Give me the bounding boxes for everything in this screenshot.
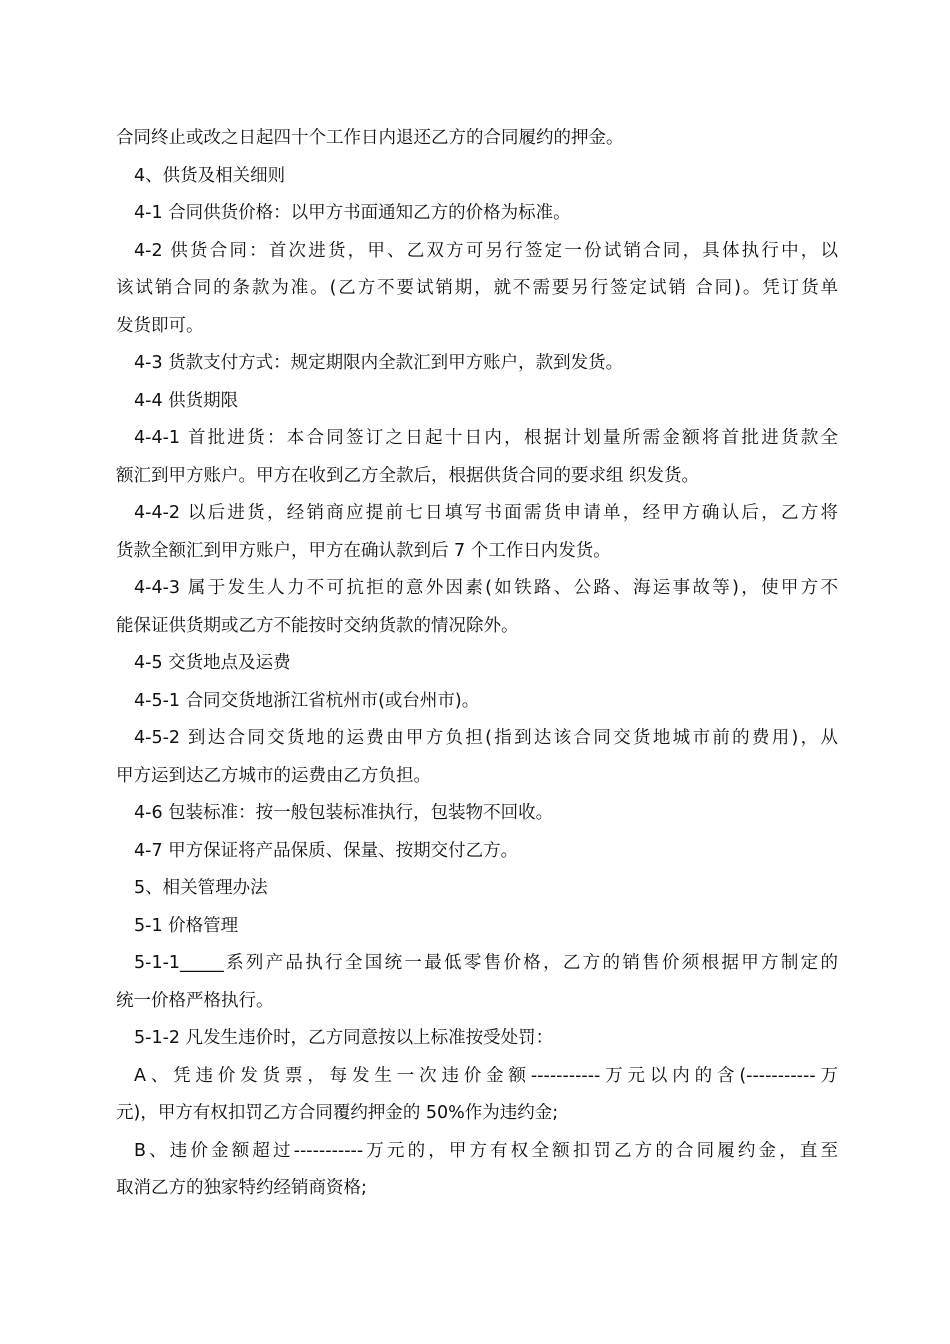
clause-4-1 (116, 195, 838, 233)
text-line: 5-1-1_____系列产品执行全国统一最低零售价格，乙方的销售价须根据甲方制定的 (134, 953, 838, 973)
text-line: 5-1-2 凡发生违价时，乙方同意按以上标准按受处罚： (134, 1028, 554, 1048)
text-line: 4-5-2 到达合同交货地的运费由甲方负担(指到达该合同交货地城市前的费用)，从 (134, 728, 838, 748)
clause-4-2 (116, 233, 838, 346)
text-line: 4-4-3 属于发生人力不可抗拒的意外因素(如铁路、公路、海运事故等)，使甲方不 (134, 578, 838, 598)
clause-4-5 (116, 645, 838, 683)
text-line: 能保证供货期或乙方不能按时交纳货款的情况除外。 (116, 615, 519, 636)
clause-4-4-1 (116, 420, 838, 495)
text-line: 4-2 供货合同：首次进货，甲、乙双方可另行签定一份试销合同，具体执行中，以 (134, 240, 838, 261)
clause-item-b (116, 1133, 838, 1208)
text-line: 合同终止或改之日起四十个工作日内退还乙方的合同履约的押金。 (116, 128, 624, 148)
clause-5-1-1 (116, 945, 838, 1020)
text-line: 4-4-2 以后进货，经销商应提前七日填写书面需货申请单，经甲方确认后，乙方将 (134, 503, 838, 523)
clause-4-4 (116, 383, 838, 421)
text-line: 4-1 合同供货价格：以甲方书面通知乙方的价格为标准。 (134, 203, 571, 223)
text-line: A、凭违价发货票，每发生一次违价金额-----------万元以内的含(-----------万 (134, 1065, 838, 1086)
text-line: 5-1 价格管理 (134, 915, 239, 936)
text-line: 4-7 甲方保证将产品保质、保量、按期交付乙方。 (134, 840, 519, 861)
text-line: 4-3 货款支付方式：规定期限内全款汇到甲方账户，款到发货。 (134, 353, 624, 373)
paragraph-continuation (116, 120, 838, 158)
text-line: 取消乙方的独家特约经销商资格; (116, 1178, 367, 1198)
clause-4-5-1 (116, 683, 838, 721)
clause-4-4-2 (116, 495, 838, 570)
text-line: 统一价格严格执行。 (116, 990, 274, 1011)
clause-4-7 (116, 833, 838, 871)
text-line: 4-4 供货期限 (134, 390, 239, 411)
text-line: 4-4-1 首批进货：本合同签订之日起十日内，根据计划量所需金额将首批进货款全 (134, 428, 838, 448)
clause-5-1-2 (116, 1020, 838, 1058)
text-line: 甲方运到达乙方城市的运费由乙方负担。 (116, 765, 431, 786)
text-line: 4-6 包装标准：按一般包装标准执行，包装物不回收。 (134, 803, 554, 823)
clause-4-6 (116, 795, 838, 833)
text-line: 该试销合同的条款为准。(乙方不要试销期，就不需要另行签定试销 合同)。凭订货单 (116, 278, 838, 298)
clause-4-4-3 (116, 570, 838, 645)
text-line: 额汇到甲方账户。甲方在收到乙方全款后，根据供货合同的要求组 织发货。 (116, 465, 700, 486)
document-body (116, 120, 838, 1208)
text-line: 发货即可。 (116, 315, 204, 336)
text-line: 4-5 交货地点及运费 (134, 653, 291, 673)
section-heading-5 (116, 870, 838, 908)
text-line: 4-5-1 合同交货地浙江省杭州市(或台州市)。 (134, 690, 480, 711)
section-heading-4 (116, 158, 838, 196)
text-line: 5、相关管理办法 (134, 878, 268, 898)
text-line: B、违价金额超过-----------万元的，甲方有权全额扣罚乙方的合同履约金，直至 (134, 1140, 838, 1161)
clause-4-3 (116, 345, 838, 383)
clause-item-a (116, 1058, 838, 1133)
text-line: 4、供货及相关细则 (134, 165, 286, 186)
clause-5-1 (116, 908, 838, 946)
text-line: 元)，甲方有权扣罚乙方合同覆约押金的 50%作为违约金; (116, 1103, 559, 1123)
clause-4-5-2 (116, 720, 838, 795)
text-line: 货款全额汇到甲方账户，甲方在确认款到后 7 个工作日内发货。 (116, 540, 611, 561)
